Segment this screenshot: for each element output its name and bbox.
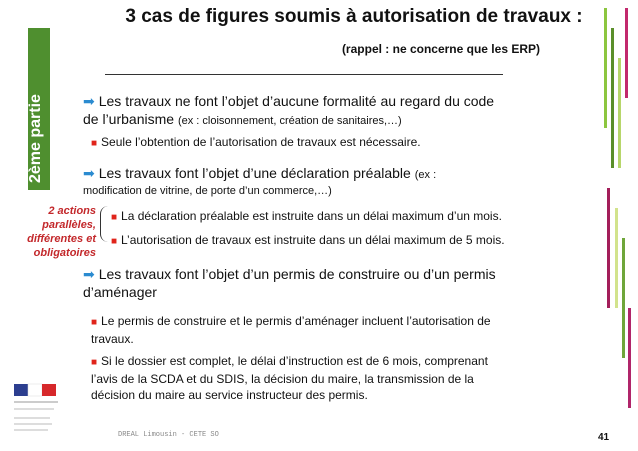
case-1-main: ➡ Les travaux ne font l’objet d’aucune formalité au regard du code (83, 93, 495, 109)
case-1-main-cont: de l’urbanisme (ex : cloisonnement, création de sanitaires,…) (83, 111, 402, 127)
case-3-bullet-2: ■ Si le dossier est complet, le délai d’instruction est de 6 mois, comprenant l’avis de la SCDA et du SDIS, la décision du maire, la transmission de la décision du maire au service instructeur des permis. (91, 354, 488, 402)
case-1-bullet: ■ Seule l’obtention de l’autorisation de travaux est nécessaire. (91, 135, 421, 149)
parallel-actions-note: 2 actions parallèles, différentes et obligatoires (27, 205, 96, 259)
section-label: 2ème partie (27, 94, 44, 183)
arrow-right-icon: ➡ (83, 266, 95, 282)
case-2-bullet-2: ■ L’autorisation de travaux est instruite dans un délai maximum de 5 mois. (111, 233, 505, 247)
bullet-square-icon: ■ (91, 357, 98, 368)
republic-logo-icon (12, 382, 64, 440)
case-3 (83, 265, 563, 403)
case-1 (83, 92, 563, 152)
case-1-example: (ex : cloisonnement, création de sanitaires,…) (177, 115, 402, 127)
case-2 (83, 164, 563, 250)
case-3-bullet-1: ■ Le permis de construire et le permis d’aménager incluent l’autorisation de travaux. (91, 314, 491, 346)
title-divider (105, 74, 503, 75)
decorative-stripes (602, 8, 632, 418)
case-2-example: modification de vitrine, de porte d’un commerce,…) (83, 185, 332, 197)
page-number: 41 (598, 432, 610, 443)
arrow-right-icon: ➡ (83, 165, 95, 181)
bullet-square-icon: ■ (111, 236, 118, 247)
bullet-square-icon: ■ (91, 317, 98, 328)
footer-text: DREAL Limousin - CETE SO (118, 431, 219, 439)
bullet-square-icon: ■ (91, 138, 98, 149)
case-2-main: ➡ Les travaux font l’objet d’une déclaration préalable (ex : (83, 165, 437, 181)
case-3-main-cont: d’aménager (83, 284, 157, 300)
page-subtitle: (rappel : ne concerne que les ERP) (341, 42, 540, 56)
arrow-right-icon: ➡ (83, 93, 95, 109)
case-3-main: ➡ Les travaux font l’objet d’un permis de construire ou d’un permis (83, 266, 496, 282)
page-title: 3 cas de figures soumis à autorisation de travaux : (125, 6, 583, 27)
case-2-bullet-1: ■ La déclaration préalable est instruite dans un délai maximum d’un mois. (111, 209, 502, 223)
bullet-square-icon: ■ (111, 212, 118, 223)
brace (100, 206, 109, 242)
